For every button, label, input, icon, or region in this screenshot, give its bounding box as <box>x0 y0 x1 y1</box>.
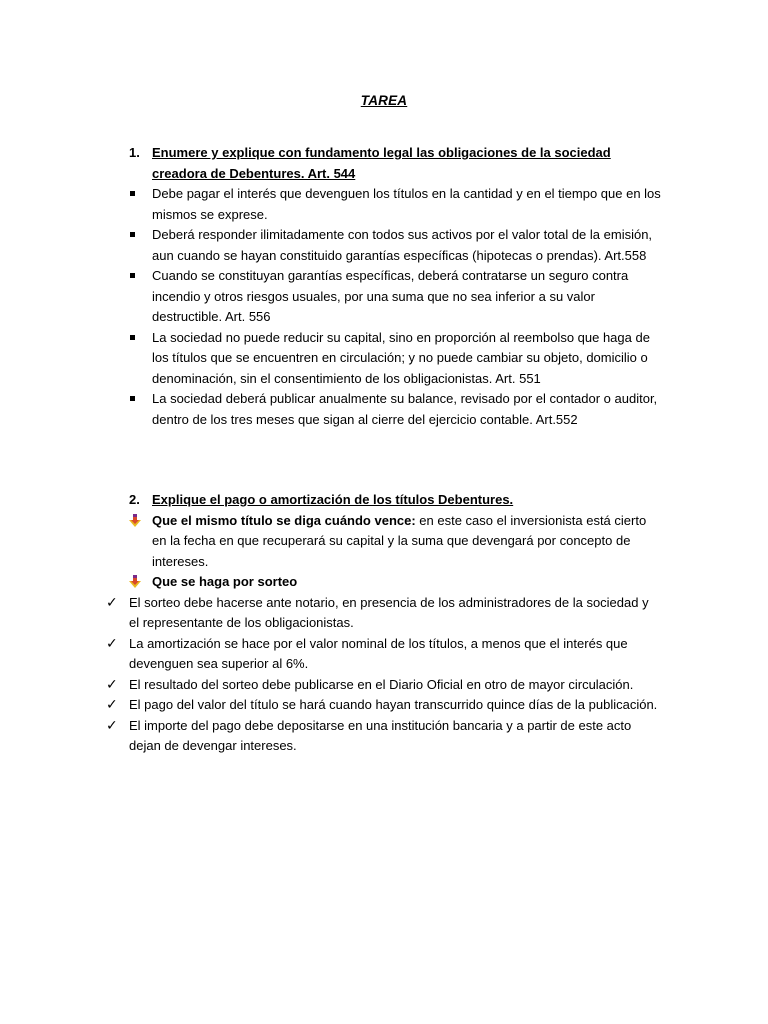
arrow-item-text: en este caso el inversionista está cierto en la fecha en que recuperará su capital y la suma que devengará por concepto de intereses. <box>152 512 647 569</box>
check-item-text: El resultado del sorteo debe publicarse en el Diario Oficial en otro de mayor circulación. <box>129 676 634 692</box>
section-heading <box>0 143 622 184</box>
arrow-item-lead: Que el mismo título se diga cuándo vence: <box>152 512 416 528</box>
check-list-item <box>0 593 659 634</box>
arrow-down-bullet-icon <box>128 514 142 528</box>
list-item-text: La sociedad deberá publicar anualmente su balance, revisado por el contador o auditor, dentro de los tres meses que sigan al cierre del ejercicio contable. Art.552 <box>152 391 658 427</box>
list-item-text: Deberá responder ilimitadamente con todos sus activos por el valor total de la emisión, aun cuando se hayan constituido garantías específicas (hipotecas o prendas). Art.558 <box>152 227 653 263</box>
check-list-item <box>0 675 659 696</box>
check-item-text: La amortización se hace por el valor nominal de los títulos, a menos que el interés que devenguen sea superior al 6%. <box>129 635 628 671</box>
list-item <box>0 389 662 430</box>
list-item <box>0 184 662 225</box>
section-heading-text: Enumere y explique con fundamento legal las obligaciones de la sociedad creadora de Debentures. Art. 544 <box>152 145 611 181</box>
section-amortization <box>0 490 768 757</box>
check-item-text: El importe del pago debe depositarse en una institución bancaria y a partir de este acto dejan de devengar intereses. <box>129 717 632 753</box>
checkmark-icon: ✓ <box>106 635 118 652</box>
list-item <box>0 266 662 328</box>
arrow-down-bullet-icon <box>128 575 142 589</box>
checkmark-icon: ✓ <box>106 676 118 693</box>
check-item-text: El pago del valor del título se hará cuando hayan transcurrido quince días de la publicación. <box>129 697 658 712</box>
arrow-list-item <box>0 572 662 593</box>
section-obligations <box>0 143 768 430</box>
checkmark-icon: ✓ <box>106 717 118 734</box>
document-title: TAREA <box>360 93 408 108</box>
square-bullet-icon <box>130 335 135 340</box>
square-bullet-icon <box>130 273 135 278</box>
check-list-item <box>0 716 659 757</box>
list-item-text: Cuando se constituyan garantías específicas, deberá contratarse un seguro contra incendio y otros riesgos usuales, por una suma que no sea inferior a su valor destructible. Art. 556 <box>152 268 629 324</box>
section-number: 2. <box>129 492 140 507</box>
list-item-text: La sociedad no puede reducir su capital, sino en proporción al reembolso que haga de los títulos que se encuentren en circulación; y no puede cambiar su objeto, domicilio o denominación, sin el consentimiento de los obligacionistas. Art. 551 <box>152 329 650 386</box>
list-item <box>0 328 662 390</box>
check-item-text: El sorteo debe hacerse ante notario, en presencia de los administradores de la sociedad y el representante de los obligacionistas. <box>129 594 649 630</box>
section-heading <box>0 490 622 511</box>
square-bullet-icon <box>130 232 135 237</box>
list-item <box>0 225 662 266</box>
checkmark-icon: ✓ <box>106 594 118 611</box>
section-heading-text: Explique el pago o amortización de los títulos Debentures. <box>152 492 514 507</box>
arrow-list-item <box>0 511 662 573</box>
square-bullet-icon <box>130 191 135 196</box>
check-list-item <box>0 634 659 675</box>
arrow-item-lead: Que se haga por sorteo <box>152 574 298 589</box>
section-number: 1. <box>129 145 140 160</box>
check-list-item <box>0 695 659 716</box>
checkmark-icon: ✓ <box>106 697 118 713</box>
list-item-text: Debe pagar el interés que devenguen los títulos en la cantidad y en el tiempo que en los mismos se exprese. <box>152 186 661 222</box>
square-bullet-icon <box>130 396 135 401</box>
